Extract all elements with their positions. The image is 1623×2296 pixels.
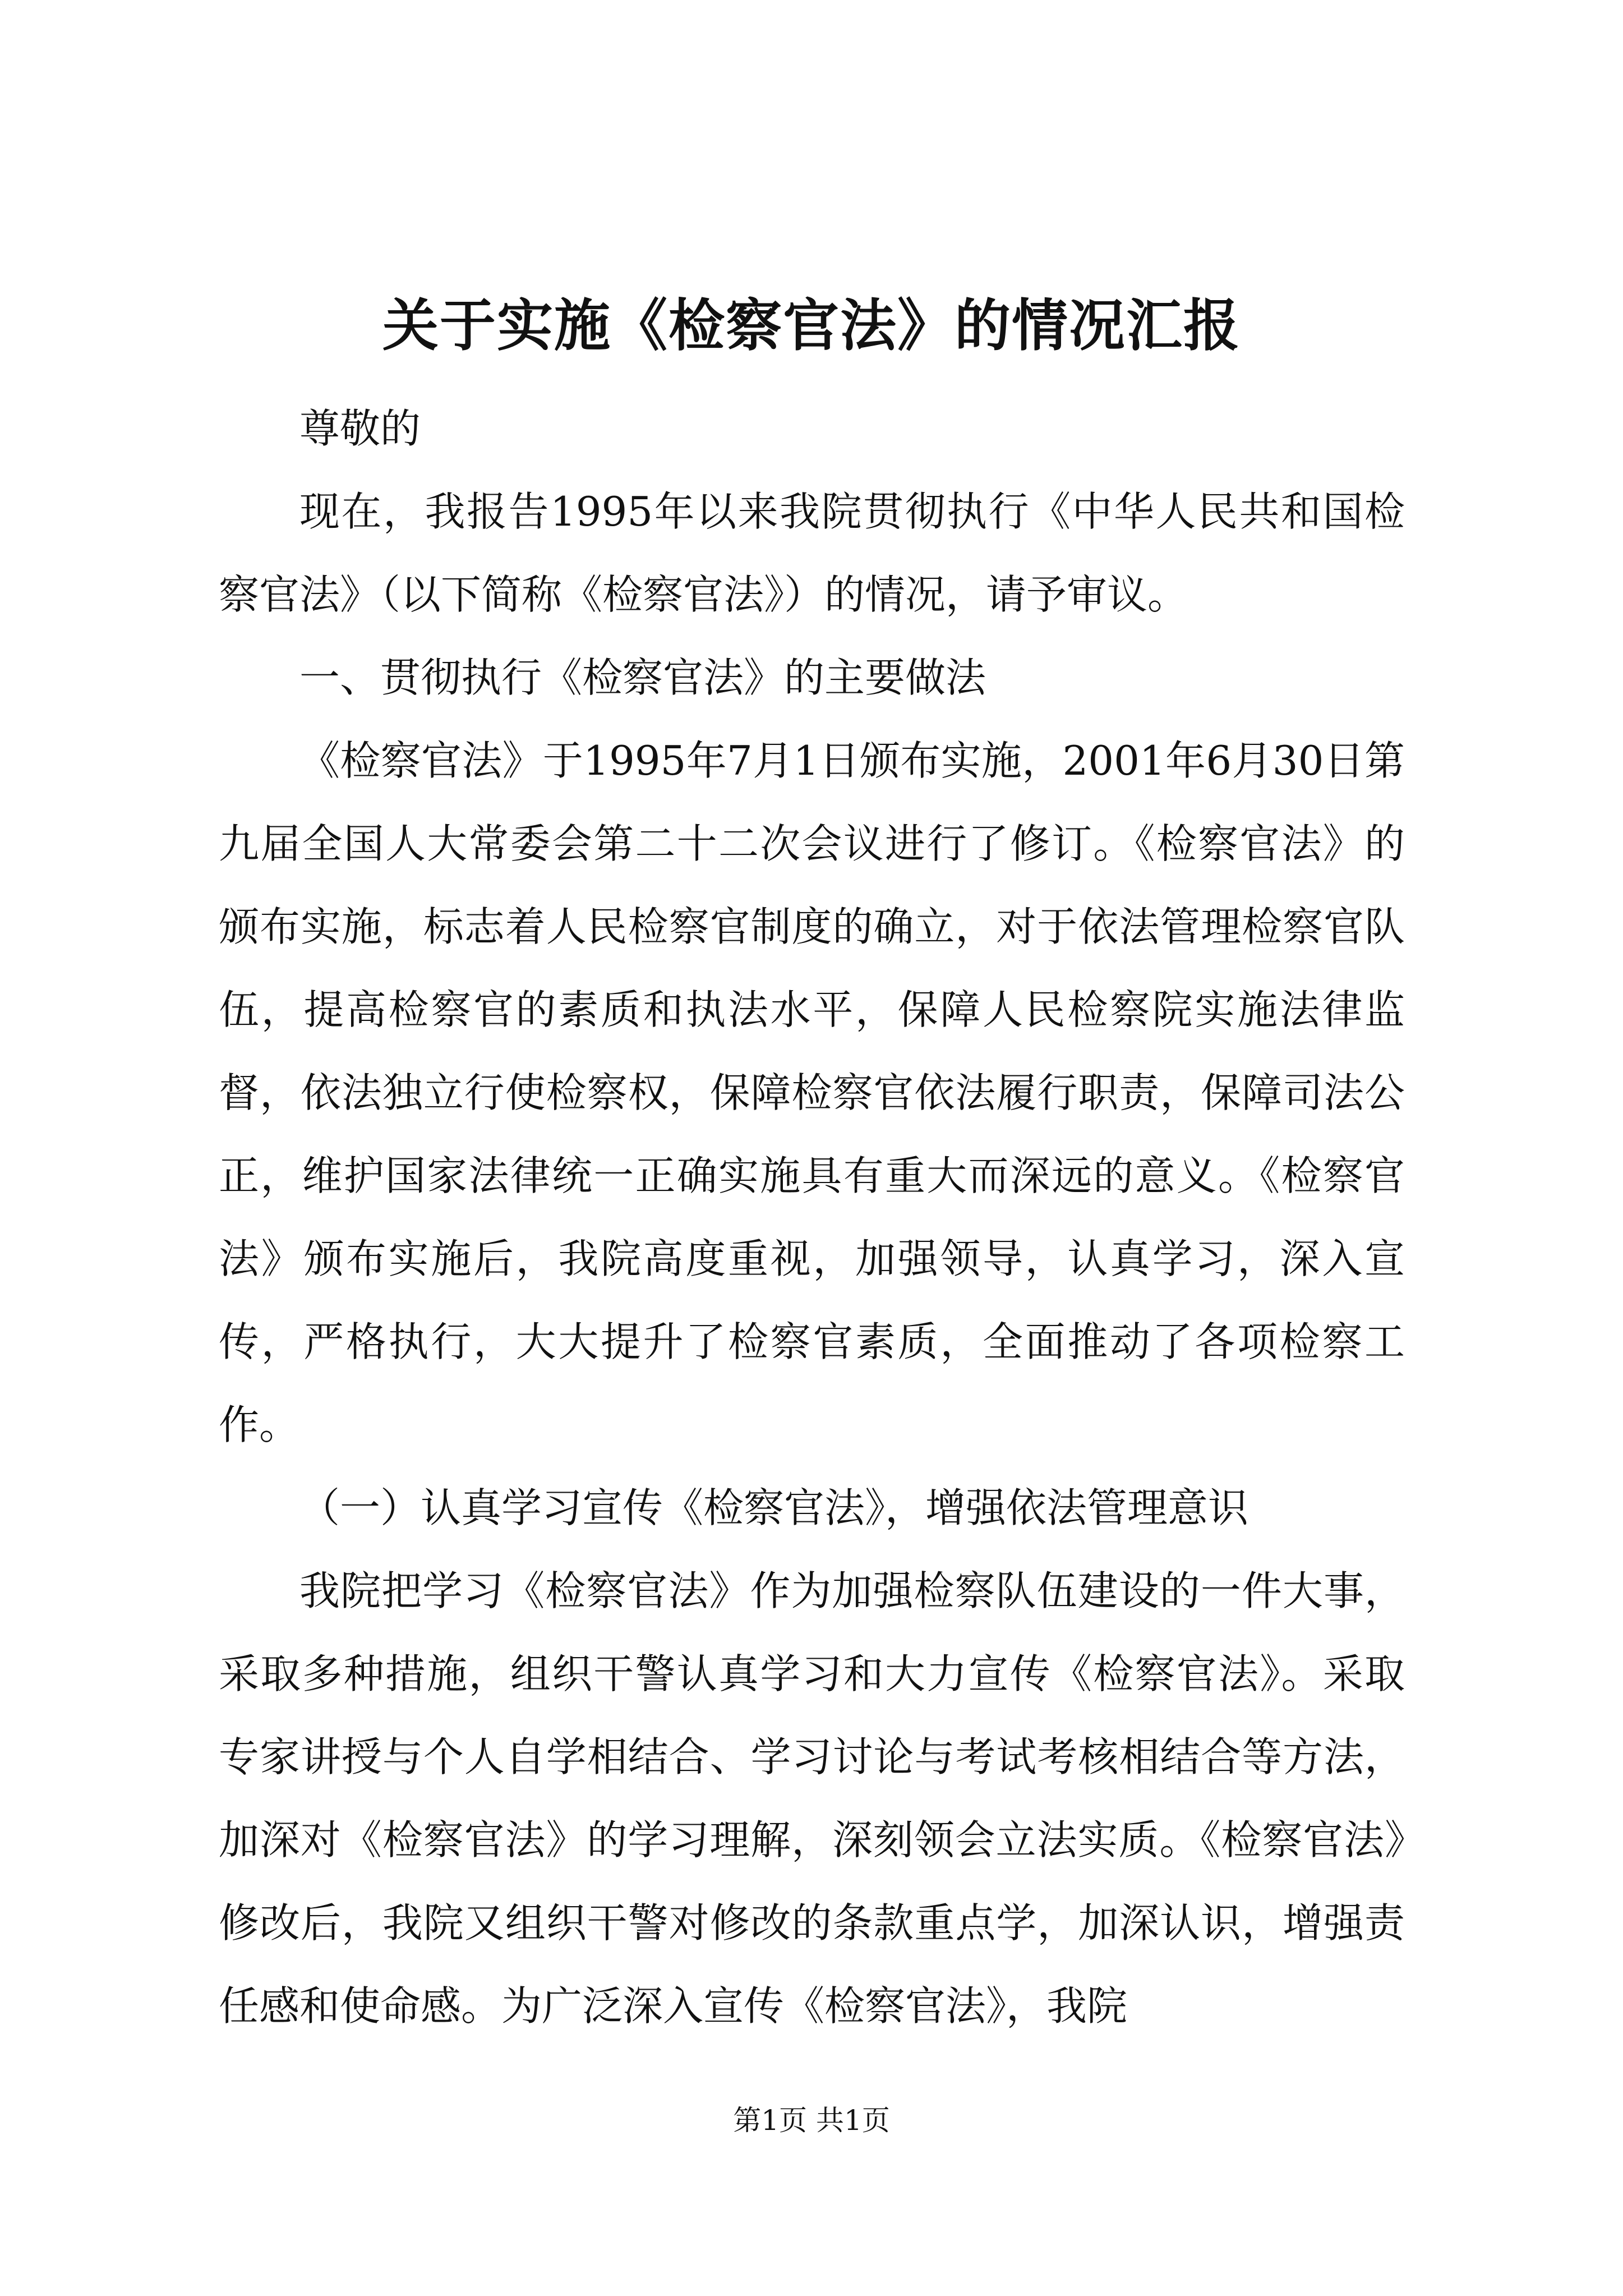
salutation: 尊敬的: [299, 405, 421, 452]
body-paragraph: 《检察官法》于1995年7月1日颁布实施，2001年6月30日第九届全国人大常委会第二十二次会议进行了修订。《检察官法》的颁布实施，标志着人民检察官制度的确立，对于依法管理检察官队伍，提高检察官的素质和执法水平，保障人民检察院实施法律监督，依法独立行使检察权，保障检察官依法履行职责，保障司法公正，维护国家法律统一正确实施具有重大而深远的意义。《检察官法》颁布实施后，我院高度重视，加强领导，认真学习，深入宣传，严格执行，大大提升了检察官素质，全面推动了各项检察工作。: [219, 737, 1405, 1448]
subsection-heading: （一）认真学习宣传《检察官法》，增强依法管理意识: [299, 1484, 1249, 1531]
page-footer: 第1页 共1页: [733, 2104, 890, 2137]
body-paragraph: 现在，我报告1995年以来我院贯彻执行《中华人民共和国检察官法》（以下简称《检察官法》）的情况，请予审议。: [219, 488, 1405, 618]
body-paragraph: 我院把学习《检察官法》作为加强检察队伍建设的一件大事，采取多种措施，组织干警认真学习和大力宣传《检察官法》。采取专家讲授与个人自学相结合、学习讨论与考试考核相结合等方法，加深对《检察官法》的学习理解，深刻领会立法实质。《检察官法》修改后，我院又组织干警对修改的条款重点学，加深认识，增强责任感和使命感。为广泛深入宣传《检察官法》，我院: [219, 1567, 1405, 2030]
document-title: 关于实施《检察官法》的情况汇报: [382, 292, 1241, 358]
section-heading: 一、贯彻执行《检察官法》的主要做法: [299, 654, 986, 701]
document-body: [219, 387, 1405, 2047]
